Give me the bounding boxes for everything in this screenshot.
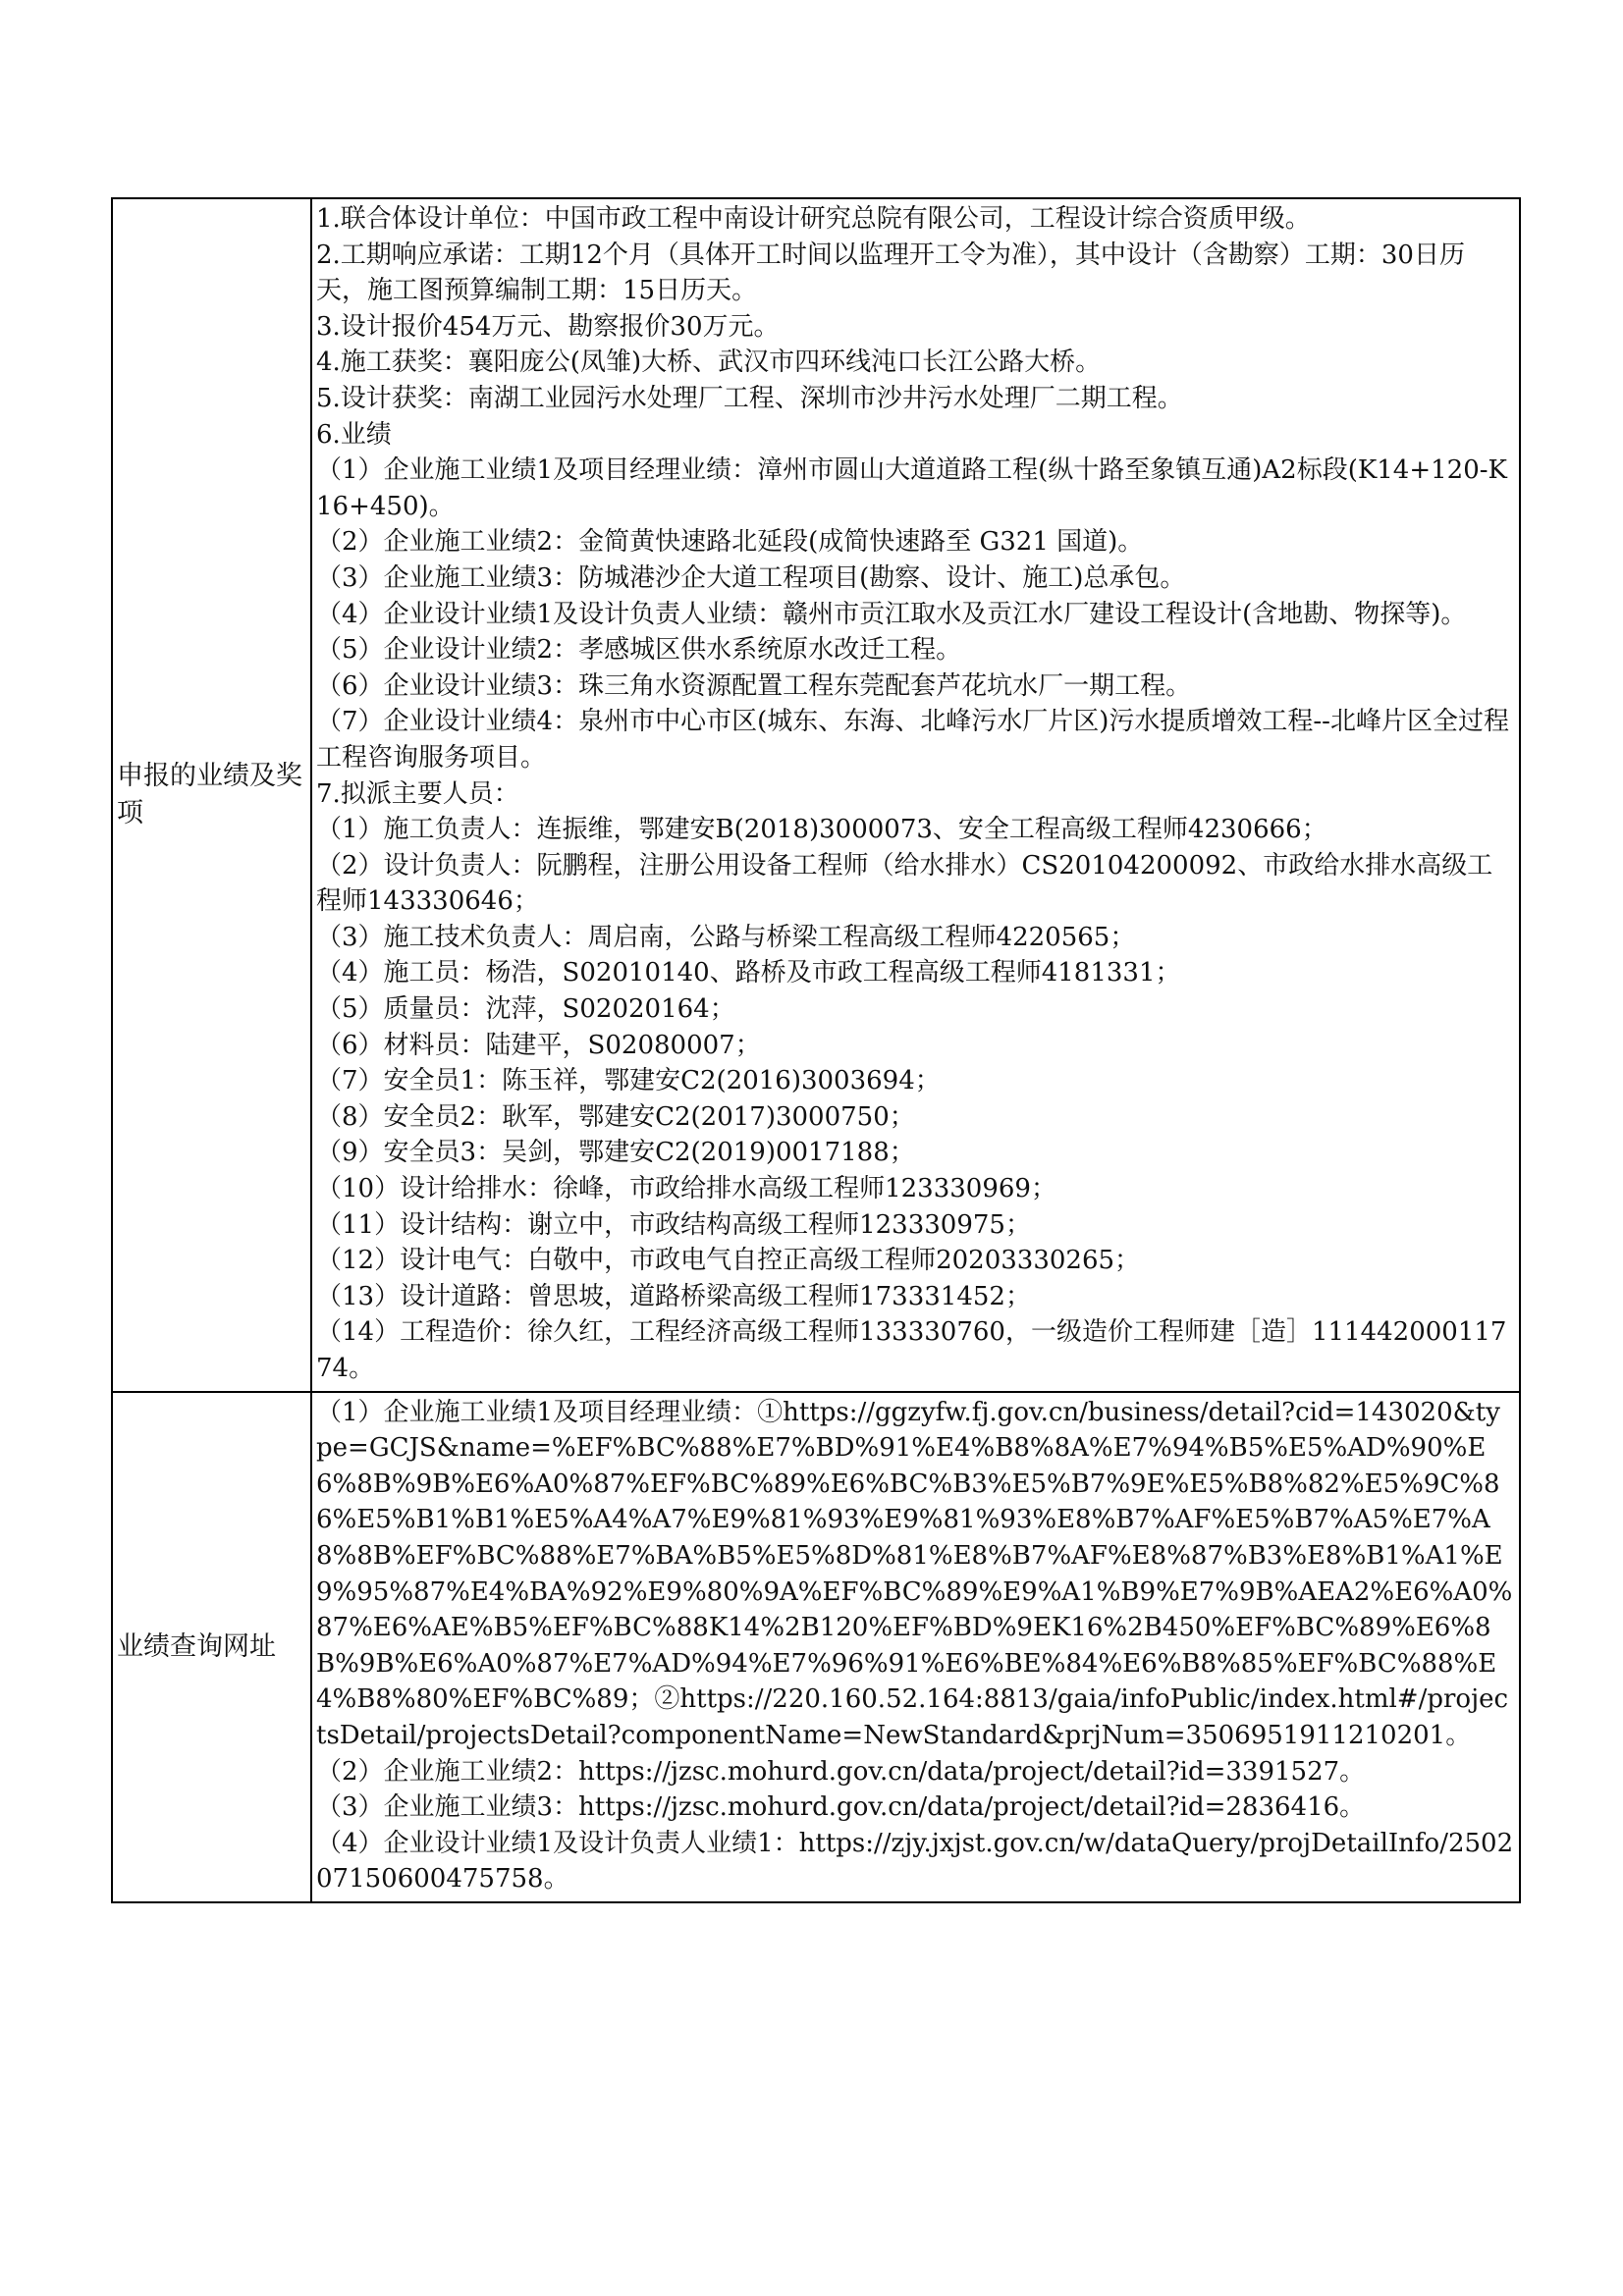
text-line: 2.工期响应承诺：工期12个月（具体开工时间以监理开工令为准），其中设计（含勘察）工期：30日历天，施工图预算编制工期：15日历天。 xyxy=(316,240,1465,306)
text-line: 7.拟派主要人员： xyxy=(316,778,519,809)
row-label-awards: 申报的业绩及奖项 xyxy=(112,198,311,1392)
text-line: （7）企业设计业绩4：泉州市中心市区(城东、东海、北峰污水厂片区)污水提质增效工程--北峰片区全过程工程咨询服务项目。 xyxy=(316,707,1509,773)
row-content-query-urls xyxy=(311,1392,1520,1902)
text-line: （7）安全员1：陈玉祥，鄂建安C2(2016)3003694； xyxy=(316,1066,941,1096)
text-line: （12）设计电气：白敬中，市政电气自控正高级工程师20203330265； xyxy=(316,1246,1141,1276)
row-content-awards xyxy=(311,198,1520,1392)
text-line: （2）设计负责人：阮鹏程，注册公用设备工程师（给水排水）CS20104200092、市政给水排水高级工程师143330646； xyxy=(316,850,1493,917)
text-line: （5）企业设计业绩2：孝感城区供水系统原水改迁工程。 xyxy=(316,635,962,666)
url-text-line: （2）企业施工业绩2：https://jzsc.mohurd.gov.cn/data/project/detail?id=3391527。 xyxy=(316,1756,1366,1787)
text-line: （8）安全员2：耿军，鄂建安C2(2017)3000750； xyxy=(316,1101,915,1132)
text-line: （4）企业设计业绩1及设计负责人业绩：赣州市贡江取水及贡江水厂建设工程设计(含地勘、物探等)。 xyxy=(316,599,1467,629)
text-line: （6）材料员：陆建平，S02080007； xyxy=(316,1030,761,1060)
text-line: （10）设计给排水：徐峰，市政给排水高级工程师123330969； xyxy=(316,1174,1056,1204)
text-line: （13）设计道路：曾思坡，道路桥梁高级工程师173331452； xyxy=(316,1281,1031,1311)
text-line: 1.联合体设计单位：中国市政工程中南设计研究总院有限公司，工程设计综合资质甲级。 xyxy=(316,204,1311,234)
text-line: （6）企业设计业绩3：珠三角水资源配置工程东莞配套芦花坑水厂一期工程。 xyxy=(316,670,1192,701)
text-line: （1）施工负责人：连振维，鄂建安B(2018)3000073、安全工程高级工程师4230666； xyxy=(316,815,1327,845)
table-row-awards xyxy=(112,198,1520,1392)
text-line: （3）施工技术负责人：周启南，公路与桥梁工程高级工程师4220565； xyxy=(316,922,1136,952)
url-text-line: （3）企业施工业绩3：https://jzsc.mohurd.gov.cn/data/project/detail?id=2836416。 xyxy=(316,1792,1366,1823)
text-line: （5）质量员：沈萍，S02020164； xyxy=(316,994,735,1025)
performance-table xyxy=(111,197,1521,1903)
text-line: （9）安全员3：吴剑，鄂建安C2(2019)0017188； xyxy=(316,1138,915,1168)
text-line: （11）设计结构：谢立中，市政结构高级工程师123330975； xyxy=(316,1209,1031,1240)
url-text-line: （1）企业施工业绩1及项目经理业绩：①https://ggzyfw.fj.gov.cn/business/detail?cid=143020&type=GCJS&name=%EF%BC%88%E7%BD%91%E4%B8%8A%E7%94%B5%E5%AD%90%E6%8B%9B%E6%A0%87%EF%BC%89%E6%BC%B3%E5%B7%9E%E5%B8%82%E5%9C%86%E5%B1%B1%E5%A4%A7%E9%81%93%E9%81%93%E8%B7%AF%E5%B7%A5%E7%A8%8B%EF%BC%88%E7%BA%B5%E5%8D%81%E8%B7%AF%E8%87%B3%E8%B1%A1%E9%95%87%E4%BA%92%E9%80%9A%EF%BC%89%E9%A1%B9%E7%9B%AEA2%E6%A0%87%E6%AE%B5%EF%BC%88K14%2B120%EF%BD%9EK16%2B450%EF%BC%89%E6%8B%9B%E6%A0%87%E7%AD%94%E7%96%91%E6%BE%84%E6%B8%85%EF%BC%88%E4%B8%80%EF%BC%89；②https://220.160.52.164:8813/gaia/infoPublic/index.html#/projectsDetail/projectsDetail?componentName=NewStandard&prjNum=3506951911210201。 xyxy=(316,1397,1513,1750)
row-label-query-urls: 业绩查询网址 xyxy=(112,1392,311,1902)
text-line: （3）企业施工业绩3：防城港沙企大道工程项目(勘察、设计、施工)总承包。 xyxy=(316,562,1186,593)
text-line: （4）施工员：杨浩，S02010140、路桥及市政工程高级工程师4181331； xyxy=(316,958,1181,988)
text-line: 6.业绩 xyxy=(316,419,392,450)
text-line: （14）工程造价：徐久红，工程经济高级工程师133330760，一级造价工程师建［造］11144200011774。 xyxy=(316,1317,1507,1383)
text-line: （2）企业施工业绩2：金简黄快速路北延段(成简快速路至 G321 国道)。 xyxy=(316,527,1144,558)
table-row-query-urls xyxy=(112,1392,1520,1902)
text-line: 4.施工获奖：襄阳庞公(凤雏)大桥、武汉市四环线沌口长江公路大桥。 xyxy=(316,347,1102,378)
text-line: （1）企业施工业绩1及项目经理业绩：漳州市圆山大道道路工程(纵十路至象镇互通)A2标段(K14+120-K16+450)。 xyxy=(316,455,1507,521)
text-line: 5.设计获奖：南湖工业园污水处理厂工程、深圳市沙井污水处理厂二期工程。 xyxy=(316,383,1183,413)
text-line: 3.设计报价454万元、勘察报价30万元。 xyxy=(316,311,780,342)
url-text-line: （4）企业设计业绩1及设计负责人业绩1：https://zjy.jxjst.gov.cn/w/dataQuery/projDetailInfo/250207150600475758。 xyxy=(316,1828,1514,1895)
